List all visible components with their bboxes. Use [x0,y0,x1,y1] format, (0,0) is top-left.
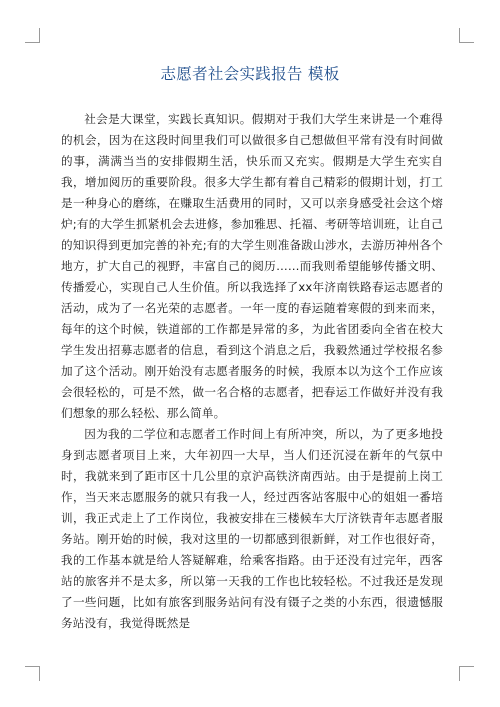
document-body [61,109,443,634]
paragraph-2: 因为我的二学位和志愿者工作时间上有所冲突，所以，为了更多地投身到志愿者项目上来，大年初四一大早，当人们还沉浸在新年的气氛中时，我就来到了距市区十几公里的京沪高铁济南西站。由于是提前上岗工作，当天来志愿服务的就只有我一人，经过西客站客服中心的姐姐一番培训，我正式走上了工作岗位，我被安排在三楼候车大厅济铁青年志愿者服务站。刚开始的时候，我对这里的一切都感到很新鲜，对工作也很好奇，我的工作基本就是给人答疑解难，给乘客指路。由于还没有过完年，西客站的旅客并不是太多，所以第一天我的工作也比较轻松。不过我还是发现了一些问题，比如有旅客到服务站问有没有镊子之类的小东西，很遗憾服务站没有，我觉得既然是 [61,427,443,630]
crop-mark-top-right [459,28,474,43]
crop-mark-bottom-left [25,666,40,681]
crop-mark-bottom-right [459,666,474,681]
crop-mark-top-left [25,28,40,43]
paragraph-1: 社会是大课堂，实践长真知识。假期对于我们大学生来讲是一个难得的机会，因为在这段时间里我们可以做很多自己想做但平常有没有时间做的事，满满当当的安排假期生活，快乐而又充实。假期是大学生充实自我，增加阅历的重要阶段。很多大学生都有着自己精彩的假期计划，打工是一种身心的磨练，在赚取生活费用的同时，又可以亲身感受社会这个熔炉;有的大学生抓紧机会去进修，参加雅思、托福、考研等培训班，让自己的知识得到更加完善的补充;有的大学生则准备跋山涉水，去游历神州各个地方，扩大自己的视野，丰富自己的阅历……而我则希望能够传播文明、传播爱心，实现自己人生价值。所以我选择了xx年济南铁路春运志愿者的活动，成为了一名光荣的志愿者。一年一度的春运随着寒假的到来而来，每年的这个时候，铁道部的工作都是异常的多，为此省团委向全省在校大学生发出招募志愿者的信息，看到这个消息之后，我毅然通过学校报名参加了这个活动。刚开始没有志愿者服务的时候，我原本以为这个工作应该会很轻松的，可是不然，做一名合格的志愿者，把春运工作做好并没有我们想象的那么轻松、那么简单。 [61,112,443,420]
document-title: 志愿者社会实践报告 模板 [160,65,340,83]
